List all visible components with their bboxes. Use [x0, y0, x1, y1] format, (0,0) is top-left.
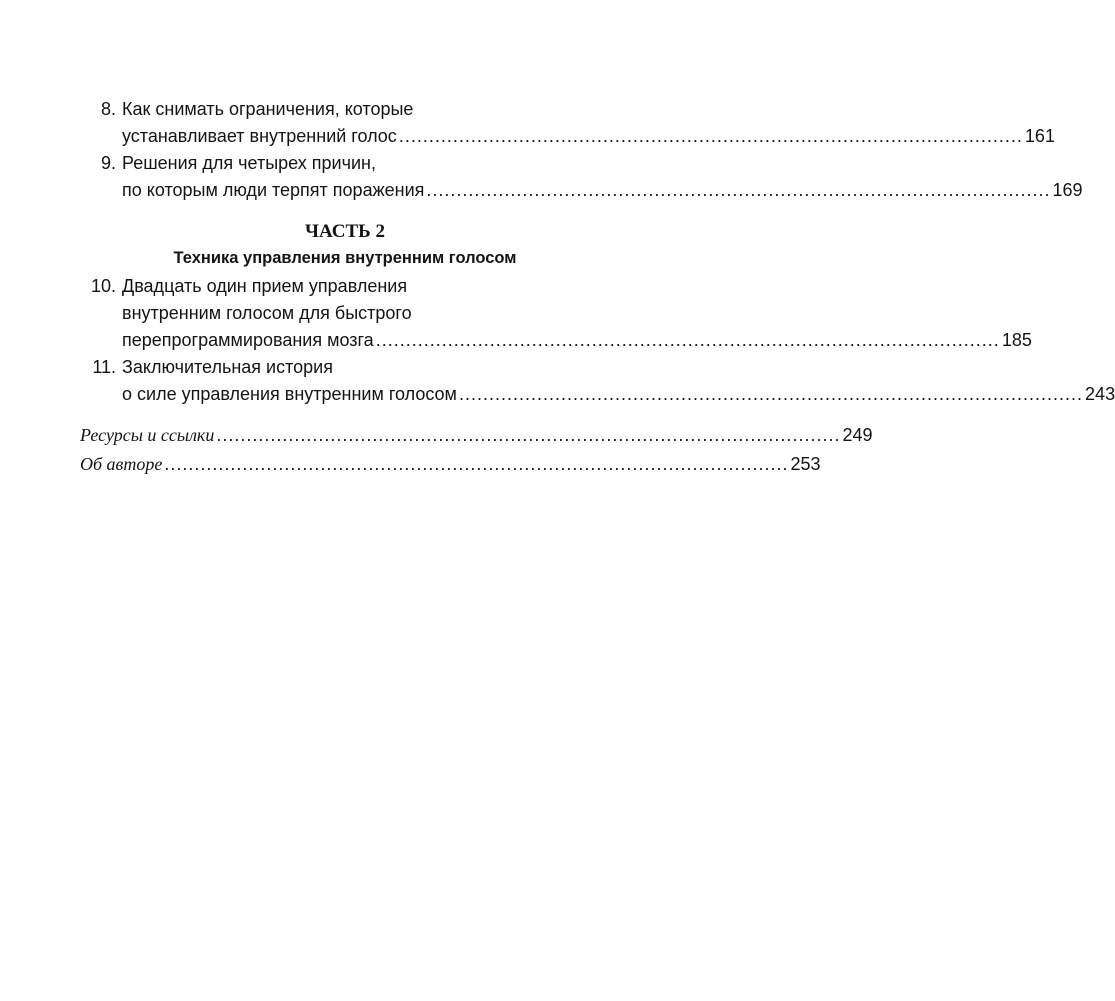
entry-title-line: о силе управления внутренним голосом [122, 384, 457, 404]
dot-leader: ........................................................................................................ [398, 126, 1023, 146]
back-matter-title: Об авторе [80, 454, 163, 474]
entry-number: 9. [100, 153, 116, 173]
dot-leader: ........................................................................................................ [458, 384, 1084, 404]
entry-title-line: по которым люди терпят поражения [122, 180, 425, 200]
toc-entry-9[interactable] [80, 150, 1083, 204]
entry-title-line: устанавливает внутренний голос [122, 126, 397, 146]
entry-page-number: 161 [1024, 126, 1055, 146]
toc-entry-11[interactable] [80, 354, 1115, 408]
toc-entry-about-author[interactable] [80, 451, 821, 478]
entry-page-number: 169 [1052, 180, 1083, 200]
toc-entry-10[interactable] [80, 273, 1032, 354]
entry-page-number: 253 [790, 454, 821, 474]
entry-title-line: Как снимать ограничения, которые [122, 99, 414, 119]
part-subtitle: Техника управления внутренним голосом [173, 249, 517, 267]
entry-number: 10. [90, 276, 116, 296]
entry-title-line: Двадцать один прием управления [122, 276, 408, 296]
entry-title-line: Решения для четырех причин, [122, 153, 376, 173]
entry-page-number: 185 [1001, 330, 1032, 350]
entry-page-number: 249 [842, 425, 873, 445]
entry-title-line: перепрограммирования мозга [122, 330, 374, 350]
back-matter-title: Ресурсы и ссылки [80, 425, 215, 445]
entry-number: 8. [100, 99, 116, 119]
entry-title-line: Заключительная история [122, 357, 333, 377]
part-heading: ЧАСТЬ 2 [305, 221, 385, 242]
dot-leader: ........................................................................................................ [375, 330, 1000, 350]
entry-title-line: внутренним голосом для быстрого [122, 303, 412, 323]
dot-leader: ........................................................................................................ [426, 180, 1051, 200]
toc-entry-8[interactable] [80, 96, 1055, 150]
toc-entry-resources[interactable] [80, 422, 873, 449]
entry-number: 11. [92, 357, 116, 377]
dot-leader: ........................................................................................................ [164, 454, 789, 474]
entry-page-number: 243 [1085, 384, 1115, 404]
dot-leader: ........................................................................................................ [216, 425, 841, 445]
